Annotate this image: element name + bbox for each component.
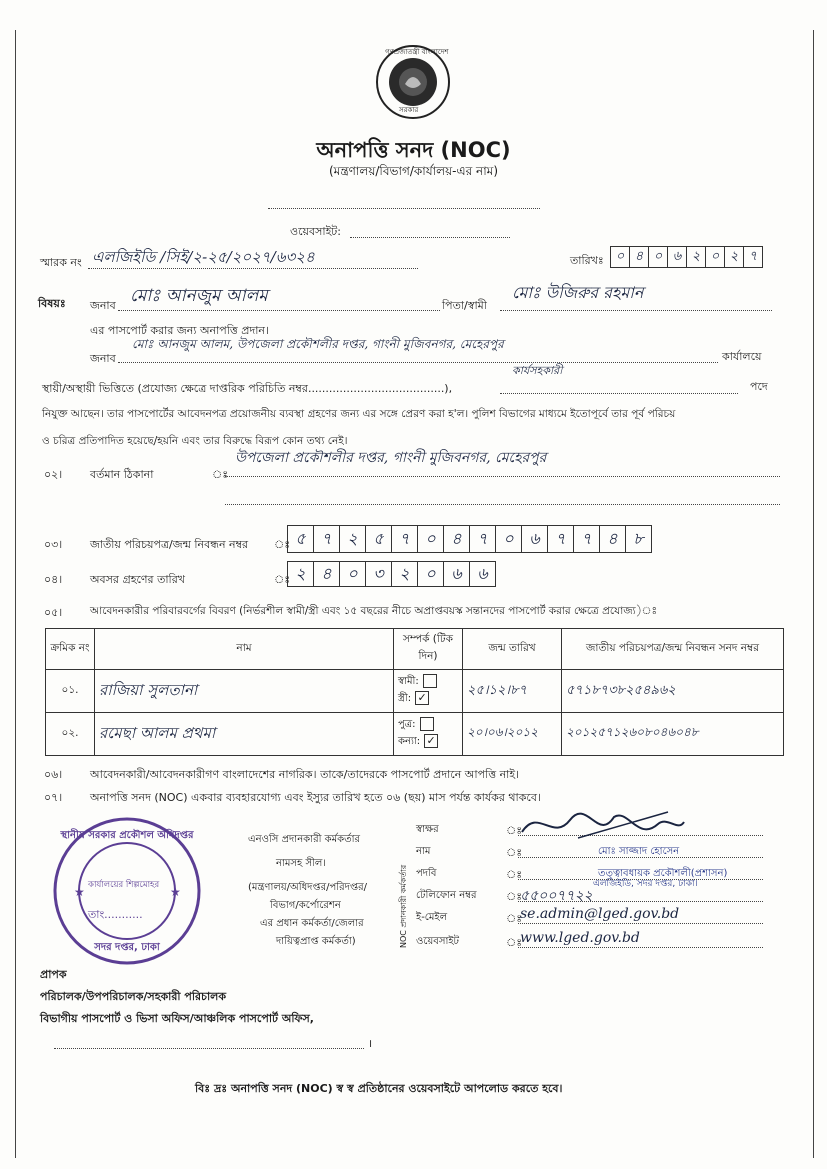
digit-box: ৭ <box>313 525 339 553</box>
janab-label: জনাব <box>90 299 116 312</box>
noc-vertical-label: NOC প্রদানকারী কর্মকর্তার <box>399 864 408 948</box>
item-07-text: অনাপত্তি সনদ (NOC) একবার ব্যবহারযোগ্য এবং ইস্যুর তারিখ হতে ০৬ (ছয়) মাস পর্যন্ত কার্যকর থাকবে। <box>90 791 541 804</box>
field-label: টেলিফোন নম্বর <box>416 890 477 901</box>
item-05-label: আবেদনকারীর পরিবারবর্গের বিবরণ (নির্ভরশীল স্বামী/স্ত্রী এবং ১৫ বছরের নীচে অপ্রাপ্তবয়স্ক সন্তানদের পাসপোর্ট করার ক্ষেত্রে প্রযোজ্য)ঃ <box>90 605 658 617</box>
field-value: ৫৫০০৭৭২২ <box>520 888 593 904</box>
field-label: স্বাক্ষর <box>416 824 439 835</box>
item-04-num: ০৪। <box>44 573 63 586</box>
purpose-text: এর পাসপোর্ট করার জন্য অনাপত্তি প্রদান। <box>90 324 269 337</box>
field-label: ই-মেইল <box>416 912 448 923</box>
seal-inner-1: কার্যালয়ের শিল্পমোহর <box>88 880 160 890</box>
nid-boxes <box>287 525 652 553</box>
field-colon: ঃ <box>506 912 523 925</box>
field-colon: ঃ <box>506 824 523 837</box>
seal-ring-top: স্থানীয় সরকার প্রকৌশল অধিদপ্তর <box>60 830 194 841</box>
ministry-name-line <box>268 208 540 209</box>
page-title: অনাপত্তি সনদ (NOC) <box>316 138 511 162</box>
digit-box: ২ <box>339 525 365 553</box>
relation-1-label: স্বামী: <box>398 676 419 687</box>
seal-inner-2: তাং........... <box>88 908 143 921</box>
digit-box: ০ <box>417 561 443 587</box>
row-name: রাজিয়া সুলতানা <box>95 670 394 713</box>
issuer-line: বিভাগ/কর্পোরেশন <box>270 900 341 911</box>
col-name: নাম <box>95 629 394 670</box>
digit-box: ৭ <box>573 525 599 553</box>
digit-box: ৭ <box>469 525 495 553</box>
line3-text: স্থায়ী/অস্থায়ী ভিত্তিতে (প্রযোজ্য ক্ষেত্রে দাপ্তরিক পরিচিতি নম্বর.......................................), <box>42 382 453 395</box>
item-03-label: জাতীয় পরিচয়পত্র/জন্ম নিবন্ধন নম্বর <box>90 538 249 551</box>
table-row <box>46 670 784 713</box>
digit-box: ৬ <box>443 561 469 587</box>
father-name: মোঃ উজিরুর রহমান <box>512 283 644 302</box>
svg-text:★: ★ <box>170 885 181 899</box>
office-label: কার্যালয়ে <box>722 350 762 363</box>
digit-box: ৬ <box>469 561 496 587</box>
subject-label: বিষয়ঃ <box>38 297 66 310</box>
signature-icon <box>518 802 688 848</box>
row-nid: ৫৭১৮৭৩৮২৫৪৯৬২ <box>562 670 784 713</box>
field-label: ওয়েবসাইট <box>416 936 459 947</box>
paragraph-1: নিযুক্ত আছেন। তার পাসপোর্টের আবেদনপত্র প্রয়োজনীয় ব্যবস্থা গ্রহণের জন্য এর সঙ্গে প্রেরণ করা হ'ল। পুলিশ বিভাগের মাধ্যমে ইতোপূর্বে তার পূর্ব পরিচয় <box>42 408 676 420</box>
seal-ring-bottom: সদর দপ্তর, ঢাকা <box>94 942 160 953</box>
date-label: তারিখঃ <box>570 254 604 267</box>
row-relation <box>394 670 463 713</box>
applicant-office: মোঃ আনজুম আলম, উপজেলা প্রকৌশলীর দপ্তর, গাংনী মুজিবনগর, মেহেরপুর <box>132 337 504 351</box>
item-06-num: ০৬। <box>44 768 63 781</box>
field-colon: ঃ <box>506 890 523 903</box>
applicant-name: মোঃ আনজুম আলম <box>130 286 268 306</box>
digit-box: ৮ <box>625 525 652 553</box>
relation-2-checkbox[interactable]: ✓ <box>415 691 429 705</box>
field-label: নাম <box>416 846 431 857</box>
svg-text:★: ★ <box>74 885 85 899</box>
field-colon: ঃ <box>506 846 523 859</box>
field-value: se.admin@lged.gov.bd <box>520 906 680 922</box>
row-name: রমেছা আলম প্রথমা <box>95 713 394 756</box>
digit-box: ২ <box>724 246 743 268</box>
table-header-row <box>46 629 784 670</box>
website-label: ওয়েবসাইট: <box>290 225 341 238</box>
janab-label-2: জনাব <box>90 352 116 365</box>
item-03-colon: ঃ <box>274 538 291 551</box>
recipient-line-end: । <box>368 1037 373 1050</box>
issuer-line: নামসহ সীল। <box>276 858 326 869</box>
issuer-line: (মন্ত্রণালয়/অধিদপ্তর/পরিদপ্তর/ <box>248 882 368 893</box>
memo-value: এলজিইডি /সিই/২-২৫/২০২৭/৬৩২৪ <box>92 248 315 266</box>
item-03-num: ০৩। <box>44 538 63 551</box>
item-02-colon: ঃ <box>212 468 229 481</box>
seal-bottom-text: সরকার <box>399 106 419 114</box>
father-label: পিতা/স্বামী <box>442 299 487 312</box>
stamp-subtext: এলজিইডি, সদর দপ্তর, ঢাকা। <box>593 879 698 889</box>
item-05-num: ০৫। <box>44 606 63 619</box>
digit-box: ৪ <box>313 561 339 587</box>
retirement-date-boxes <box>287 561 496 587</box>
digit-box: ৩ <box>365 561 391 587</box>
row-dob: ২০।০৬।২০১২ <box>463 713 562 756</box>
footnote: বিঃ দ্রঃ অনাপত্তি সনদ (NOC) স্ব স্ব প্রতিষ্ঠানের ওয়েবসাইটে আপলোড করতে হবে। <box>195 1082 563 1095</box>
field-value: মোঃ সাজ্জাদ হোসেন <box>598 846 680 857</box>
digit-box: ৭ <box>547 525 573 553</box>
page-subtitle: (মন্ত্রণালয়/বিভাগ/কার্যালয়-এর নাম) <box>328 164 499 178</box>
relation-2-label: কন্যা: <box>398 736 421 747</box>
col-relation: সম্পর্ক (টিক দিন) <box>394 629 463 670</box>
item-02-num: ০২। <box>44 468 63 481</box>
digit-box: ৭ <box>391 525 417 553</box>
relation-2-label: স্ত্রী: <box>398 693 412 704</box>
col-serial: ক্রমিক নং <box>46 629 95 670</box>
post-label: পদে <box>750 380 768 393</box>
recipient-label: প্রাপক <box>40 968 67 981</box>
relation-1-label: পুত্র: <box>398 719 416 730</box>
digit-box: ০ <box>339 561 365 587</box>
item-04-label: অবসর গ্রহণের তারিখ <box>90 573 185 586</box>
col-dob: জন্ম তারিখ <box>463 629 562 670</box>
item-02-label: বর্তমান ঠিকানা <box>90 468 154 481</box>
digit-box: ৪ <box>443 525 469 553</box>
digit-box: ৭ <box>743 246 763 268</box>
seal-ring-text: গণপ্রজাতন্ত্রী বাংলাদেশ <box>385 48 449 56</box>
row-dob: ২৫।১২।৮৭ <box>463 670 562 713</box>
digit-box: ৪ <box>599 525 625 553</box>
designation-value: কার্যসহকারী <box>512 364 563 377</box>
digit-box: ০ <box>417 525 443 553</box>
item-06-text: আবেদনকারী/আবেদনকারীগণ বাংলাদেশের নাগরিক। তাকে/তাদেরকে পাসপোর্ট প্রদানে আপত্তি নাই। <box>90 768 520 781</box>
issuer-line: দায়িত্বপ্রাপ্ত কর্মকর্তা) <box>276 936 356 947</box>
digit-box: ০ <box>705 246 724 268</box>
digit-box: ০ <box>648 246 667 268</box>
digit-box: ০ <box>495 525 521 553</box>
relation-1-checkbox[interactable] <box>420 717 434 731</box>
col-nid: জাতীয় পরিচয়পত্র/জন্ম নিবন্ধন সনদ নম্বর <box>562 629 784 670</box>
recipient-line-2: বিভাগীয় পাসপোর্ট ও ভিসা অফিস/আঞ্চলিক পাসপোর্ট অফিস, <box>40 1012 314 1025</box>
present-address: উপজেলা প্রকৌশলীর দপ্তর, গাংনী মুজিবনগর, মেহেরপুর <box>235 450 547 466</box>
digit-box: ০ <box>610 246 629 268</box>
table-row <box>46 713 784 756</box>
digit-box: ২ <box>287 561 313 587</box>
field-label: পদবি <box>416 868 437 879</box>
row-nid: ২০১২৫৭১২৬০৮০৪৬০৪৮ <box>562 713 784 756</box>
memo-label: স্মারক নং <box>40 256 82 269</box>
digit-box: ৬ <box>667 246 686 268</box>
issuer-line: এনওসি প্রদানকারী কর্মকর্তার <box>248 834 361 845</box>
recipient-line-1: পরিচালক/উপপরিচালক/সহকারী পরিচালক <box>40 990 227 1003</box>
row-serial: ০২. <box>46 713 95 756</box>
row-relation <box>394 713 463 756</box>
field-value: www.lged.gov.bd <box>520 930 640 946</box>
row-serial: ০১. <box>46 670 95 713</box>
digit-box: ৪ <box>629 246 648 268</box>
digit-box: ৫ <box>365 525 391 553</box>
item-04-colon: ঃ <box>274 573 291 586</box>
field-value: তত্ত্বাবধায়ক প্রকৌশলী(প্রশাসন) <box>598 868 728 879</box>
field-colon: ঃ <box>506 936 523 949</box>
relation-1-checkbox[interactable] <box>423 674 437 688</box>
relation-2-checkbox[interactable]: ✓ <box>424 734 438 748</box>
digit-box: ২ <box>391 561 417 587</box>
date-boxes <box>610 246 763 268</box>
field-colon: ঃ <box>506 868 523 881</box>
family-table <box>45 628 784 756</box>
digit-box: ৬ <box>521 525 547 553</box>
paragraph-2: ও চরিত্র প্রতিপাদিত হয়েছে/হয়নি এবং তার বিরুদ্ধে বিরূপ কোন তথ্য নেই। <box>42 435 348 447</box>
digit-box: ২ <box>686 246 705 268</box>
digit-box: ৫ <box>287 525 313 553</box>
issuer-line: এর প্রধান কর্মকর্তা/জেলার <box>260 918 364 929</box>
item-07-num: ০৭। <box>44 791 63 804</box>
